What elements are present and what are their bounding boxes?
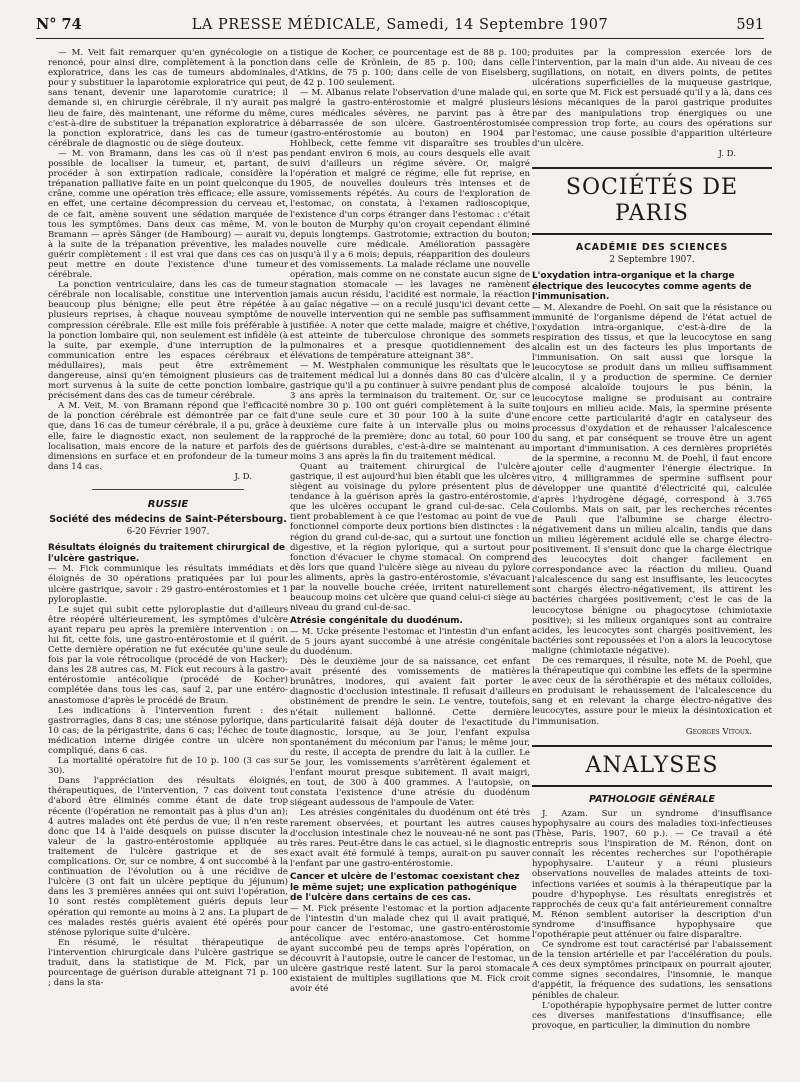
fick-cancer-paragraph: — M. Fick présente l'estomac et la portion adjacente de l'intestin d'un malade chez qui il avait pratiqué, pour cancer de l'estomac, une gastro-entérostomie antécolique avec entéro-anastomose. Cet homme ayant succombé peu de temps après l'opération, on découvrit à l'autopsie, outre le cancer de l'estomac, un ulcère gastrique resté latent. Sur la paroi stomacale existaient de multiples sugillations que M. Fick croit avoir été xyxy=(290,903,530,995)
column-3 xyxy=(532,48,772,1074)
compression-paragraph: produites par la compression exercée lors de l'intervention, par la main d'un aide. Au niveau de ces sugillations, on notait, en divers points, de petites ulcérations superficielles de la muqueuse gastrique, en sorte que M. Fick est persuadé qu'il y a là, dans ces lésions mécaniques de la paroi gastrique produites par des manipulations trop énergiques ou une compression trop forte, au cours des opérations sur l'estomac, une cause possible d'apparition ultérieure d'un ulcère. xyxy=(532,48,772,149)
session-date: 2 Septembre 1907. xyxy=(609,255,695,266)
bramann-reply-paragraph: A M. Veit, M. von Bramann répond que l'efficacité de la ponction cérébrale est démontrée par ce fait que, dans 16 cas de tumeur cérébrale, il a pu, grâce à elle, faire le diagnostic exact, non seulement de la localisation, mais encore de la nature et parfois des dimensions en surface et en profondeur de la tumeur dans 14 cas. xyxy=(48,401,288,472)
fick-paragraph: — M. Fick communique les résultats immédiats et éloignés de 30 opérations pratiquées par lui pour ulcère gastrique, savoir : 29 gastro-entérostomies et 1 pyloroplastie. xyxy=(48,564,288,605)
bramann-paragraph: — M. von Bramann, dans les cas où il n'est pas possible de localiser la tumeur, et, partant, de procéder à son extirpation radicale, considère la trépanation palliative faite en un point quelconque du crâne, comme une opération très efficace; elle assure, en effet, une certaine décompression du cerveau et, de ce fait, amène souvent une sédation marquée de tous les symptômes. Dans deux cas même, M. von Bramann — après Sänger (de Hambourg) — aurait vu, à la suite de la trépanation préventive, les malades guérir complètement : il est vrai que dans ces cas on peut mettre en doute l'existence d'une tumeur cérébrale. xyxy=(48,148,288,281)
signature: J. D. xyxy=(718,148,736,159)
opotherapy-paragraph: L'opothérapie hypophysaire permet de lutter contre ces diverses manifestations d'insuffisance; elle provoque, en particulier, la diminution du nombre xyxy=(532,1000,772,1031)
indications-paragraph: Les indications à l'intervention furent : des gastrorragies, dans 8 cas; une sténose pylorique, dans 10 cas; de la périgastrite, dans 6 cas; l'échec de toute médication interne dirigée contre un ulcère non compliqué, dans 6 cas. xyxy=(48,705,288,756)
ucke-paragraph: — M. Ucke présente l'estomac et l'intestin d'un enfant de 5 jours ayant succombé à une atrésie congénitale du duodénum. xyxy=(290,626,530,657)
academy-name: ACADÉMIE DES SCIENCES xyxy=(575,242,729,254)
divider xyxy=(92,489,244,490)
article-heading: Cancer et ulcère de l'estomac coexistant chez le même sujet; une explication pathogénique de l'ulcère dans certains de ces cas. xyxy=(290,872,520,903)
page-number: 591 xyxy=(736,17,764,33)
society-name: Société des médecins de Saint-Pétersbourg. xyxy=(49,514,287,526)
results-paragraph: Dans l'appréciation des résultats éloignés, thérapeutiques, de l'intervention, 7 cas doivent tout d'abord être éliminés comme étant de date trop récente (l'opération ne remontait pas à plus d'un an); 4 autres malades ont été perdus de vue; il n'en reste donc que 14 à l'aide desquels on puisse discuter la valeur de la gastro-entérostomie appliquée au traitement de l'ulcère gastrique et de ses complications. Or, sur ce nombre, 4 ont succombé à la continuation de l'évolution ou à une récidive de l'ulcère (3 ont fait un ulcère peptique du jéjunum) dans les 3 premières années qui ont suivi l'opération, 10 sont restés complètement guéris depuis leur opération qui remonte au moins à 2 ans. La plupart de ces malades restés guéris avaient été opérés pour sténose pylorique suite d'ulcère. xyxy=(48,776,288,938)
case-paragraph: Dès le deuxième jour de sa naissance, cet enfant avait présenté des vomissements de matières brunâtres, inodores, qui avaient fait porter le diagnostic d'occlusion intestinale. Il refusait d'ailleurs obstinément de prendre le sein. Le ventre, toutefois, n'était nullement ballonné. Cette dernière particularité faisait déjà douter de l'exactitude du diagnostic, lorsque, au 3e jour, l'enfant expulsa spontanément du méconium par l'anus; le même jour, du reste, il accepta de prendre du lait à la cuiller. Le 5e jour, les vomissements s'arrêtèrent également et l'enfant mourut presque subitement. Il avait maigri, en tout, de 300 à 400 grammes. A l'autopsie, on constata l'existence d'une atrésie du duodénum siégeant audessous de l'ampoule de Vater. xyxy=(290,657,530,809)
article-heading: Résultats éloignés du traitement chirurgical de l'ulcère gastrique. xyxy=(48,543,286,564)
conclusion-paragraph: De ces remarques, il résulte, note M. de Poehl, que la thérapeutique qui combine les effets de la spermine avec ceux de la sérothérapie et des métaux colloïdes, en produisant le rehaussement de l'alcalescence du sang et en relevant la charge électro-négative des leucocytes, assure pour le mieux la désintoxication et l'immunisation. xyxy=(532,656,772,727)
masthead-title: LA PRESSE MÉDICALE, Samedi, 14 Septembre 1907 xyxy=(191,17,609,33)
surgical-treatment-paragraph: Quant au traitement chirurgical de l'ulcère gastrique, il est aujourd'hui bien établi que les ulcères siègent au voisinage du pylore présentent plus de tendance à la guérison après la gastro-entérostomie, que les ulcères occupant le grand cul-de-sac. Cela tient probablement à ce que l'estomac au point de vue fonctionnel comporte deux portions bien distinctes : la région du grand cul-de-sac, qui a surtout une fonction digestive, et la région pylorique, qui a surtout pour fonction d'évacuer le chyme stomacal. On comprend dès lors que quand l'ulcère siège au niveau du pylore les aliments, après la gastro-entérostomie, s'évacuant par la nouvelle bouche créée, irritent naturellement beaucoup moins cet ulcère que quand celui-ci siège au niveau du grand cul-de-sac. xyxy=(290,461,530,614)
veit-paragraph: — M. Veit fait remarquer qu'en gynécologie on a renoncé, pour ainsi dire, complètement à la ponction exploratrice, dans les cas de tumeurs abdominales, pour y substituer la laparotomie exploratrice qui peut, sans tenant, devenir une laparotomie curatrice; il demande si, en chirurgie cérébrale, il n'y aurait pas lieu de faire, dès maintenant, une réforme du même, c'est-à-dire de substituer la trépanation exploratrice à la ponction exploratrice, dans les cas de tumeur cérébrale de diagnostic ou de siège douteux. xyxy=(48,48,288,149)
column-1 xyxy=(48,48,288,1074)
signature: Georges Vitoux. xyxy=(685,726,752,737)
statistics-paragraph: tistique de Kocher, ce pourcentage est de 88 p. 100; dans celle de Krönlein, de 85 p. 100; dans celle d'Atkins, de 75 p. 100; dans celle de von Eiselsberg, de 42 p. 100 seulement. xyxy=(290,48,530,89)
section-title-analyses: ANALYSES xyxy=(532,745,772,787)
section-title-societes: SOCIÉTÉS DE PARIS xyxy=(532,167,772,235)
poehl-paragraph: — M. Alexandre de Poehl. On sait que la résistance ou immunité de l'organisme dépend de l'état actuel de l'oxydation intra-organique, c'est-à-dire de la respiration des tissus, et que la leucocytose en sang alcalin est un des facteurs les plus importants de l'immunisation. On sait aussi que lorsque la leucocytose se produit dans un milieu suffisamment alcalin, il y a production de spermine. Ce dernier composé alcaloïde toujours le pus bénin, la leucocytose maligne se produisant au contraire toujours en milieu acide. Mais, la spermine présente encore cette particularité d'agir en catalyseur des processus d'oxydation et de rehausser l'alcalescence du sang, et par conséquent se trouve être un agent important d'immunisation. A ces dernières propriétés de la spermine, a reconnu M. de Poehl, il faut encore ajouter celle d'augmenter l'énergie électrique. In vitro, 4 milligrammes de spermine suffisent pour développer une quantité d'électricité qui, calculée d'après l'hydrogène dégagé, correspond à 3.765 Coulombs. Mais on sait, par les recherches récentes de Pauli que l'albumine se charge électro-négativement dans un milieu alcalin, tandis que dans un milieu légèrement acidulé elle se charge électro-positivement. Il s'ensuit donc que la charge électrique des leucocytes doit changer facilement en correspondance avec la réaction du milieu. Quand l'alcalescence du sang est insuffisante, les leucocytes sont chargés électro-négativement, ils attirent les bactéries chargées positivement; c'est le cas de la leucocytose bénigne ou phagocytose (chimiotaxie positive); si les milieux organiques sont au contraire acides, les leucocytes sont chargés positivement, les bactéries sont repoussées et l'on a alors la leucocytose maligne (chimiotaxie négative). xyxy=(532,302,772,656)
summary-paragraph: En résumé, le résultat thérapeutique de l'intervention chirurgicale dans l'ulcère gastrique se traduit, dans la statistique de M. Fick, par un pourcentage de guérison durable atteignant 71 p. 100 ; dans la sta- xyxy=(48,937,288,989)
page-header xyxy=(36,16,764,39)
syndrome-paragraph: Ce syndrome est tout caractérisé par l'abaissement de la tension artérielle et par l'accélération du pouls. A ces deux symptômes principaux on pourrait ajouter, comme signes secondaires, l'insomnie, le manque d'appétit, la fréquence des sudations, les sensations pénibles de chaleur. xyxy=(532,940,772,1001)
signature: J. D. xyxy=(234,471,252,482)
mortality-paragraph: La mortalité opératoire fut de 10 p. 100 (3 cas sur 30). xyxy=(48,756,288,777)
rubric-title: PATHOLOGIE GÉNÉRALE xyxy=(589,793,715,805)
article-heading: L'oxydation intra-organique et la charge électrique des leucocytes comme agents de l'immunisation. xyxy=(532,271,752,303)
pyloroplasty-paragraph: Le sujet qui subit cette pyloroplastie dut d'ailleurs être réopéré ultérieurement, les symptômes d'ulcère ayant reparu peu après la première intervention : on lui fit, cette fois, une gastro-entérostomie et il guérit. Cette dernière opération ne fut exécutée qu'une seule fois par la voie rétrocolique (procédé de von Hacker); dans les 28 autres cas, M. Fick eut recours à la gastro-entérostomie antécolique (procédé de Kocher) complétée dans tous les cas, sauf 2, par une entéro-anastomose d'après le procédé de Braun. xyxy=(48,604,288,706)
article-heading: Atrésie congénitale du duodénum. xyxy=(290,616,463,627)
session-date: 6-20 Février 1907. xyxy=(126,527,210,538)
ventricular-puncture-paragraph: La ponction ventriculaire, dans les cas de tumeur cérébrale non localisable, constitue une intervention beaucoup plus bénigne; elle peut être répétée à plusieurs reprises, à chaque nouveau symptôme de compression cérébrale. Elle est mille fois préférable à la ponction lombaire qui, non seulement est infidèle (à la suite, par exemple, d'une interruption de la communication entre les espaces cérébraux et médullaires), mais peut être extrêmement dangereuse, ainsi qu'en témoignent plusieurs cas de mort survenus à la suite de cette ponction lombaire, précisément dans des cas de tumeur cérébrale. xyxy=(48,280,288,402)
atresia-paragraph: Les atrésies congénitales du duodénum ont été très rarement observées, et pourtant les autres causes d'occlusion intestinale chez le nouveau-né ne sont pas très rares. Peut-être dans le cas actuel, si le diagnostic exact avait été formulé à temps, aurait-on pu sauver l'enfant par une gastro-entérostomie. xyxy=(290,808,530,869)
westphalen-paragraph: — M. Westphalen communique les résultats que le traitement médical lui a donnés dans 80 cas d'ulcère gastrique qu'il a pu continuer à suivre pendant plus de 3 ans après la terminaison du traitement. Or, sur ce nombre 30 p. 100 ont guéri complètement à la suite d'une seule cure et 30 pour 100 à la suite d'une deuxième cure faite à un intervalle plus ou moins rapproché de la première; donc au total, 60 pour 100 de guérisons durables, c'est-à-dire se maintenant au moins 3 ans après la fin du traitement médical. xyxy=(290,360,530,462)
section-title-russia: RUSSIE xyxy=(147,499,189,511)
azam-paragraph: J. Azam. Sur un syndrome d'insuffisance hypophysaire au cours des maladies toxi-infectieuses (Thèse, Paris, 1907, 60 p.). — Ce travail a été entrepris sous l'inspiration de M. Rénon, dont on connaît les récentes recherches sur l'opothérapie hypophysaire. L'auteur y a réuni plusieurs observations nouvelles de malades atteints de toxi-infections variées et soumis à la thérapeutique par la poudre d'hypophyse. Les résultats enregistrés et rapprochés de ceux qu'a fait antérieurement connaître M. Rénon semblent autoriser la description d'un syndrome d'insuffisance hypophysaire que l'opothérapie peut atténuer ou faire disparaître. xyxy=(532,808,772,940)
column-2 xyxy=(290,48,530,1074)
albanus-paragraph: — M. Albanus relate l'observation d'une malade qui, malgré la gastro-entérostomie et malgré plusieurs cures médicales sévères, ne parvint pas à être débarrassée de son ulcère. Gastroentérostomisée (gastro-entérostomie au bouton) en 1904 par Hohlbeck, cette femme vit disparaître ses troubles pendant environ 6 mois, au cours desquels elle avait suivi d'ailleurs un régime sévère. Or, malgré l'opération et malgré ce régime, elle fut reprise, en 1905, de nouvelles douleurs très intenses et de vomissements répétés. Au cours de l'exploration de l'estomac, on constata, à l'examen radioscopique, l'existence d'un corps étranger dans l'estomac : c'était le bouton de Murphy qu'on croyait cependant éliminé depuis longtemps. Gastrotomie; extraction du bouton; nouvelle cure médicale. Amélioration passagère jusqu'à il y a 6 mois; depuis, réapparition des douleurs et des vomissements. La malade réclame une nouvelle opération, mais comme on ne constate aucun signe de stagnation stomacale — les lavages ne ramènent jamais aucun résidu, l'acidité est normale, la réaction au gaïac négative — on a reculé jusqu'ici devant cette nouvelle intervention qui ne semble pas suffisamment justifiée. A noter que cette malade, maigre et chétive, est atteinte de tuberculose chronique des sommets pulmonaires et a presque quotidiennement des élévations de température atteignant 38°. xyxy=(290,88,530,361)
issue-number: N° 74 xyxy=(36,16,82,33)
